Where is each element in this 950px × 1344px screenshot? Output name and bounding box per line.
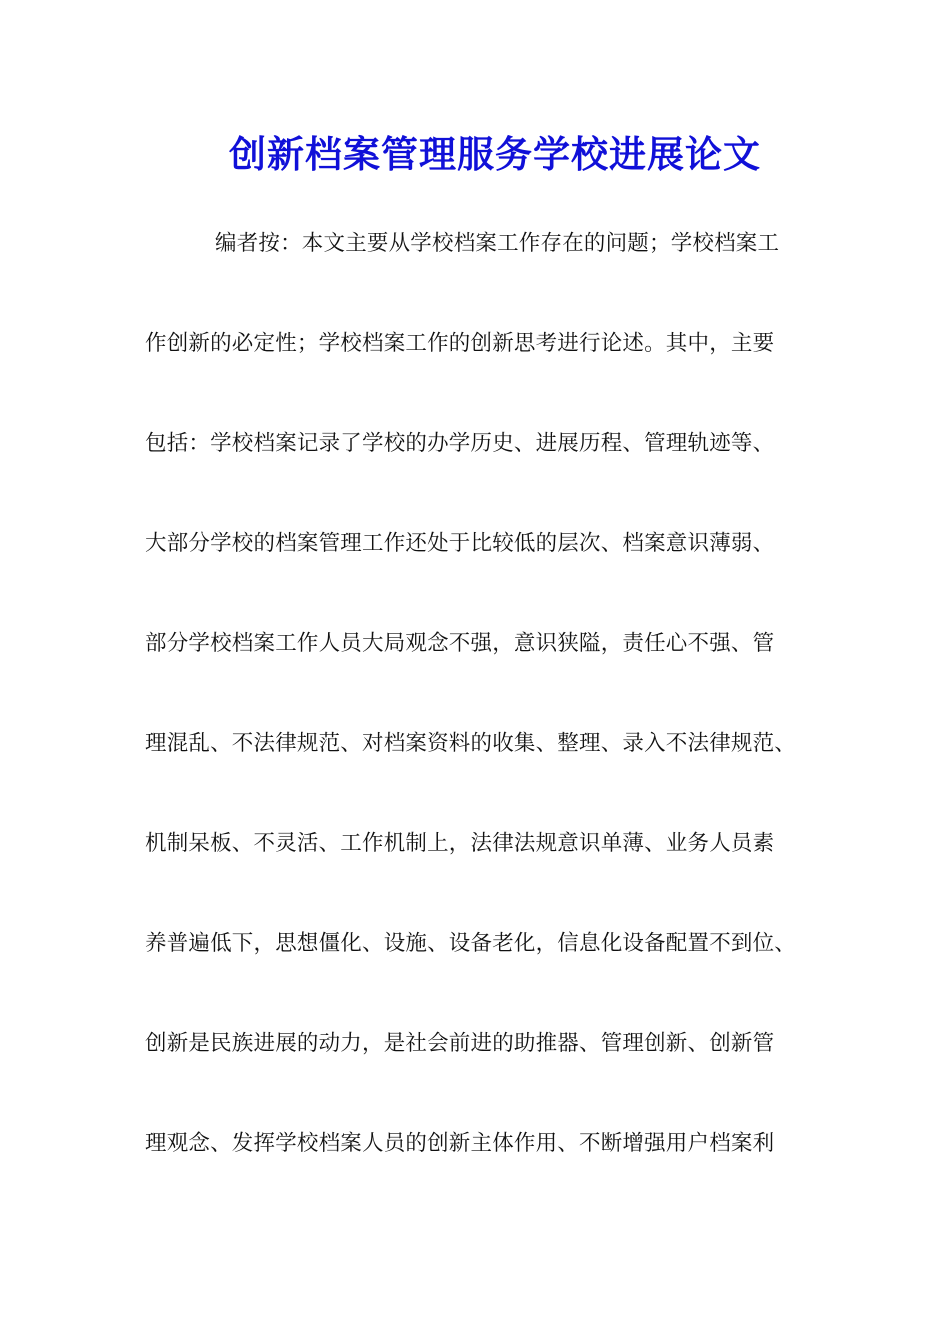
body-line-9: 创新是民族进展的动力，是社会前进的助推器、管理创新、创新管: [145, 1031, 775, 1056]
document-title: 创新档案管理服务学校进展论文: [229, 132, 761, 176]
body-line-1: 编者按：本文主要从学校档案工作存在的问题；学校档案工: [215, 231, 780, 256]
body-line-4: 大部分学校的档案管理工作还处于比较低的层次、档案意识薄弱、: [145, 531, 775, 556]
body-line-8: 养普遍低下，思想僵化、设施、设备老化，信息化设备配置不到位、: [145, 931, 797, 956]
document-body: [145, 222, 825, 1222]
body-line-7: 机制呆板、不灵活、工作机制上，法律法规意识单薄、业务人员素: [145, 831, 775, 856]
body-line-10: 理观念、发挥学校档案人员的创新主体作用、不断增强用户档案利: [145, 1131, 775, 1156]
body-line-2: 作创新的必定性；学校档案工作的创新思考进行论述。其中，主要: [145, 331, 775, 356]
body-line-6: 理混乱、不法律规范、对档案资料的收集、整理、录入不法律规范、: [145, 731, 797, 756]
body-line-3: 包括：学校档案记录了学校的办学历史、进展历程、管理轨迹等、: [145, 431, 775, 456]
body-line-5: 部分学校档案工作人员大局观念不强，意识狭隘，责任心不强、管: [145, 631, 775, 656]
